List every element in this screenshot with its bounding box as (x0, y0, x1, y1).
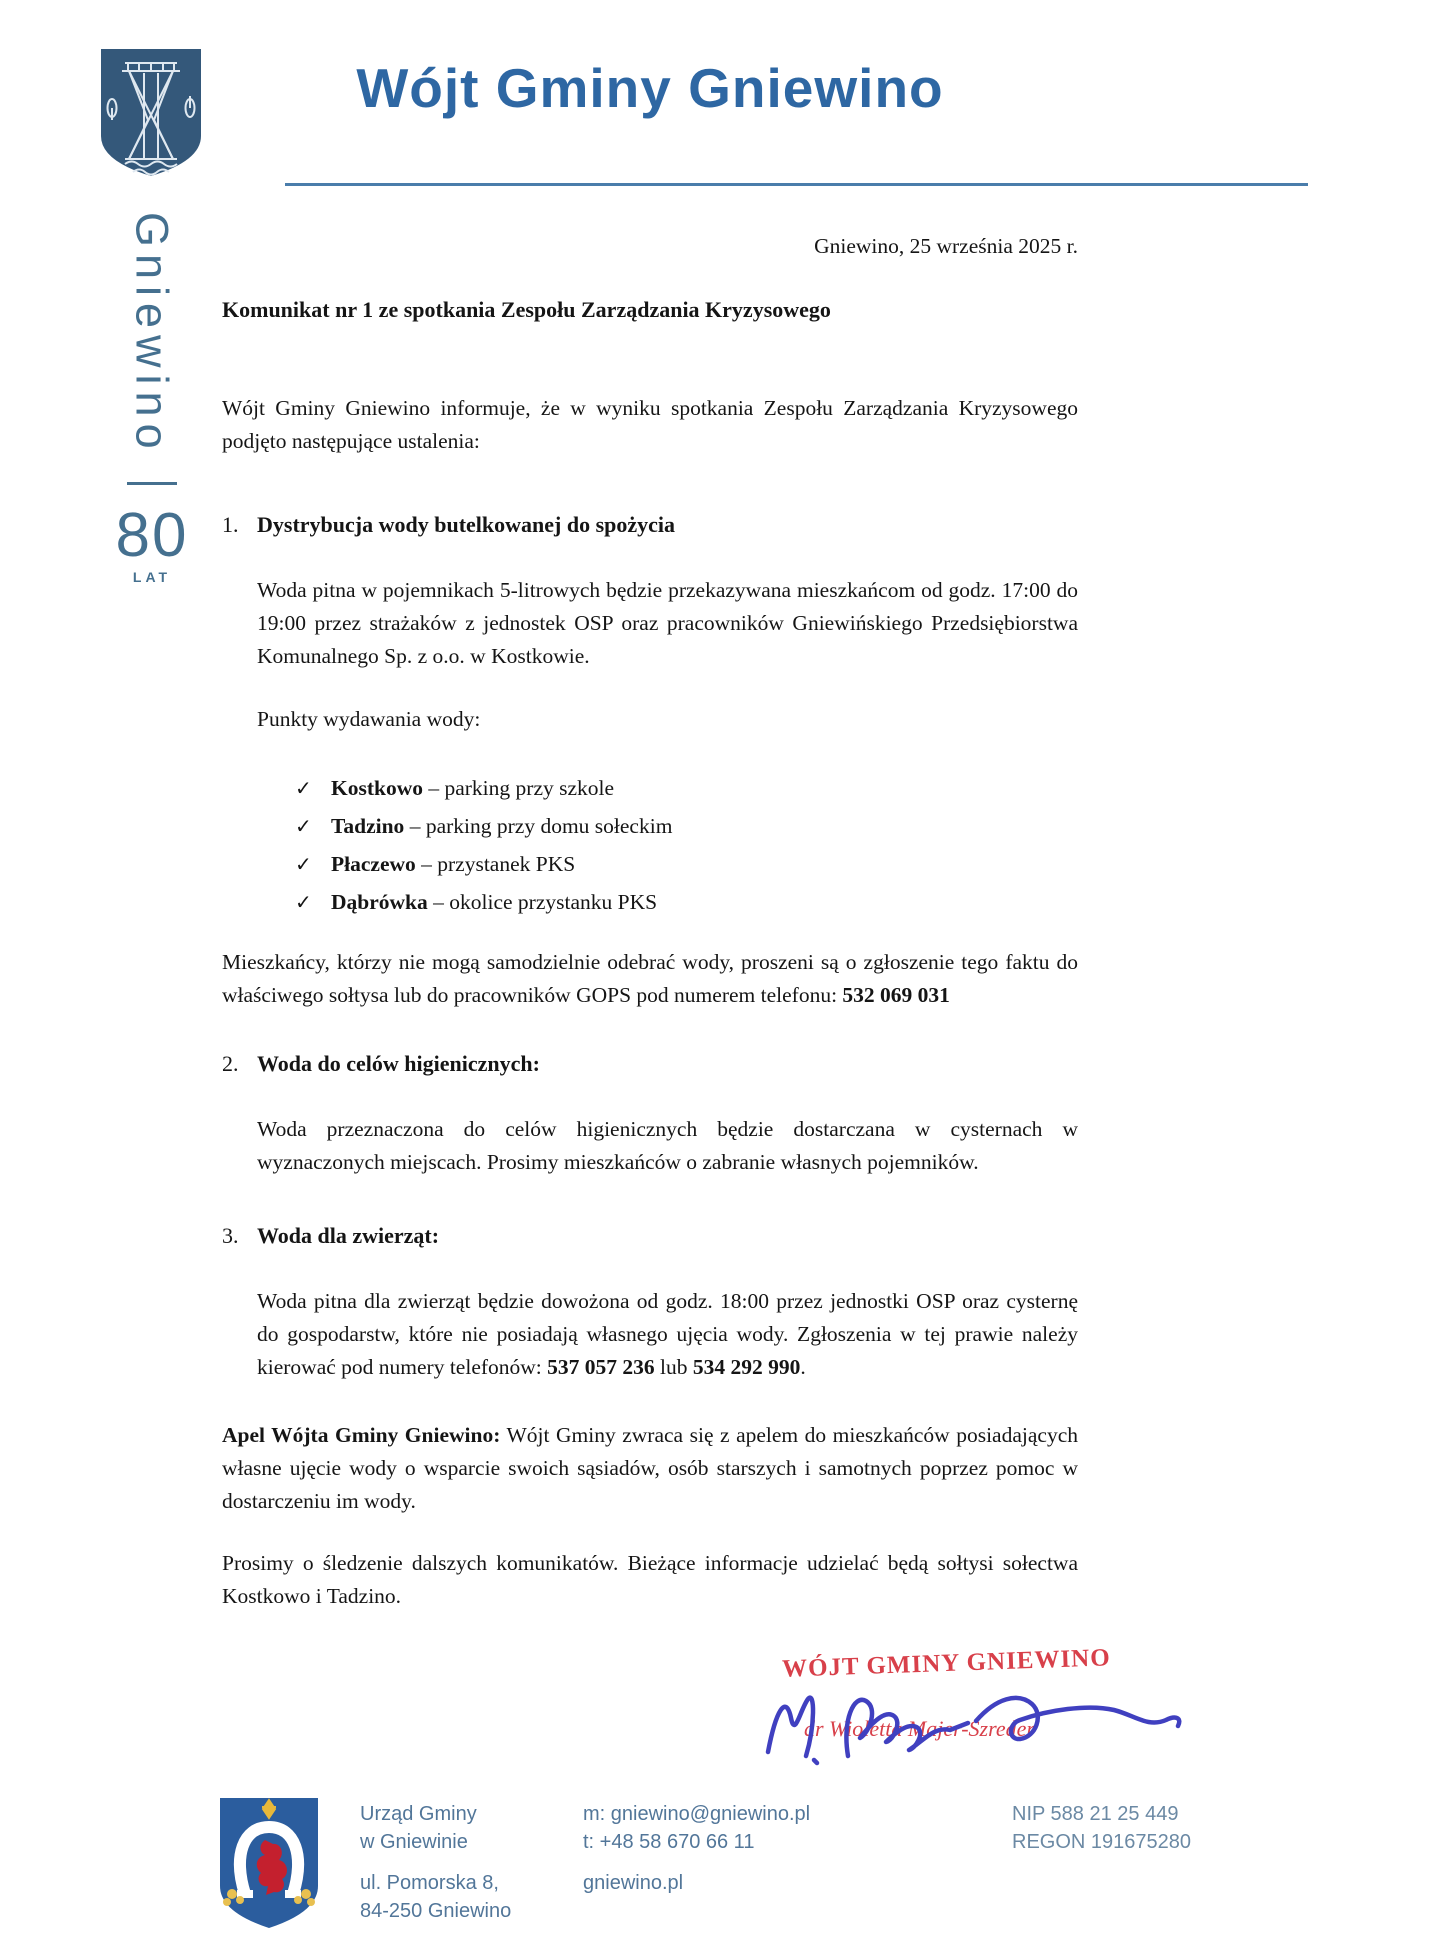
office-address-line2: 84-250 Gniewino (360, 1900, 512, 1922)
nip-number: NIP 588 21 25 449 (1012, 1803, 1179, 1825)
office-name-line1: Urząd Gminy (360, 1803, 477, 1825)
section-2-title: Woda do celów higienicznych: (257, 1051, 540, 1076)
point-name: Płaczewo (331, 852, 416, 876)
sentence-end: . (800, 1355, 806, 1379)
brand-vertical-text: Gniewino (126, 212, 178, 456)
gops-paragraph (222, 946, 1078, 1012)
check-icon: ✓ (295, 814, 312, 838)
appeal-lead: Apel Wójta Gminy Gniewino: (222, 1423, 501, 1447)
list-item (295, 769, 1078, 807)
point-desc: – przystanek PKS (415, 852, 576, 876)
section-3-text: Woda pitna dla zwierząt będzie dowożona od godz. 18:00 przez jednostki OSP oraz cysternę do gospodarstw, które nie posiadają własnego ujęcia wody. Zgłoszenia w tej prawie należy kierować pod numery telefonów: (257, 1289, 1078, 1379)
phone-2: 534 292 990 (692, 1355, 801, 1379)
check-icon: ✓ (295, 852, 312, 876)
water-points-list (222, 769, 1078, 921)
stamp-office-text: WÓJT GMINY GNIEWINO (781, 1644, 1112, 1683)
point-desc: – parking przy domu sołeckim (404, 814, 673, 838)
list-item (295, 883, 1078, 921)
section-1-body: Woda pitna w pojemnikach 5-litrowych będzie przekazywana mieszkańcom od godz. 17:00 do 19:00 przez strażaków z jednostek OSP oraz pracowników Gniewińskiego Przedsiębiorstwa Komunalnego Sp. z o.o. w Kostkowie. (257, 578, 1078, 668)
dateline: Gniewino, 25 września 2025 r. (814, 234, 1078, 258)
point-desc: – parking przy szkole (422, 776, 615, 800)
section-2-heading (222, 1047, 1078, 1080)
point-name: Kostkowo (331, 776, 423, 800)
side-brand-column (100, 212, 204, 585)
appeal-text: Wójt Gminy zwraca się z apelem do mieszkańców posiadających własne ujęcie wody o wsparcie swoich sąsiadów, osób starszych i samotnych poprzez pomoc w dostarczeniu im wody. (222, 1423, 1078, 1513)
contact-email: m: gniewino@gniewino.pl (583, 1803, 811, 1825)
section-2-number: 2. (222, 1051, 239, 1076)
list-item (295, 807, 1078, 845)
point-name: Tadzino (331, 814, 405, 838)
website: gniewino.pl (583, 1872, 684, 1894)
section-1-title: Dystrybucja wody butelkowanej do spożycia (257, 512, 676, 537)
footer-registry-block (1012, 1800, 1191, 1856)
anniversary-label: LAT (132, 568, 172, 585)
coat-of-arms-icon (215, 1794, 323, 1939)
gops-phone: 532 069 031 (842, 983, 950, 1007)
handwritten-signature-icon (752, 1664, 1202, 1774)
office-name-line2: w Gniewinie (360, 1831, 468, 1853)
section-1-heading (222, 508, 1078, 541)
check-icon: ✓ (295, 776, 312, 800)
check-icon: ✓ (295, 890, 312, 914)
section-1-number: 1. (222, 512, 239, 537)
footer-contact-block (583, 1800, 810, 1897)
phone-1: 537 057 236 (547, 1355, 655, 1379)
list-item (295, 845, 1078, 883)
letter-body (222, 230, 1078, 1613)
subject-title: Komunikat nr 1 ze spotkania Zespołu Zarządzania Kryzysowego (222, 297, 831, 322)
page-title: Wójt Gminy Gniewino (356, 57, 944, 119)
section-2-body: Woda przeznaczona do celów higienicznych będzie dostarczana w cysternach w wyznaczonych miejscach. Prosimy mieszkańców o zabranie własnych pojemników. (257, 1117, 1078, 1174)
point-name: Dąbrówka (331, 890, 428, 914)
regon-number: REGON 191675280 (1012, 1831, 1192, 1853)
closing-paragraph: Prosimy o śledzenie dalszych komunikatów. Bieżące informacje udzielać będą sołtysi sołectwa Kostkowo i Tadzino. (222, 1551, 1078, 1608)
office-address-line1: ul. Pomorska 8, (360, 1872, 499, 1894)
anniversary-number: 80 (115, 500, 189, 570)
gops-text: Mieszkańcy, którzy nie mogą samodzielnie odebrać wody, proszeni są o zgłoszenie tego faktu do właściwego sołtysa lub do pracowników GOPS pod numerem telefonu: (222, 950, 1078, 1007)
section-3-number: 3. (222, 1223, 239, 1248)
brand-divider (127, 482, 177, 485)
intro-paragraph: Wójt Gminy Gniewino informuje, że w wyniku spotkania Zespołu Zarządzania Kryzysowego podjęto następujące ustalenia: (222, 396, 1078, 453)
section-3-title: Woda dla zwierząt: (257, 1223, 440, 1248)
section-3-heading (222, 1219, 1078, 1252)
header-divider (285, 183, 1308, 186)
stamp-signer-text: dr Wioletta Majer-Szreder (804, 1716, 1035, 1741)
footer-office-block (360, 1800, 511, 1925)
water-points-label: Punkty wydawania wody: (257, 707, 481, 731)
point-desc: – okolice przystanku PKS (427, 890, 658, 914)
contact-phone: t: +48 58 670 66 11 (583, 1831, 755, 1853)
appeal-paragraph (222, 1419, 1078, 1518)
phone-separator: lub (654, 1355, 693, 1379)
section-3-body (222, 1285, 1078, 1384)
signature-block (752, 1644, 1202, 1790)
